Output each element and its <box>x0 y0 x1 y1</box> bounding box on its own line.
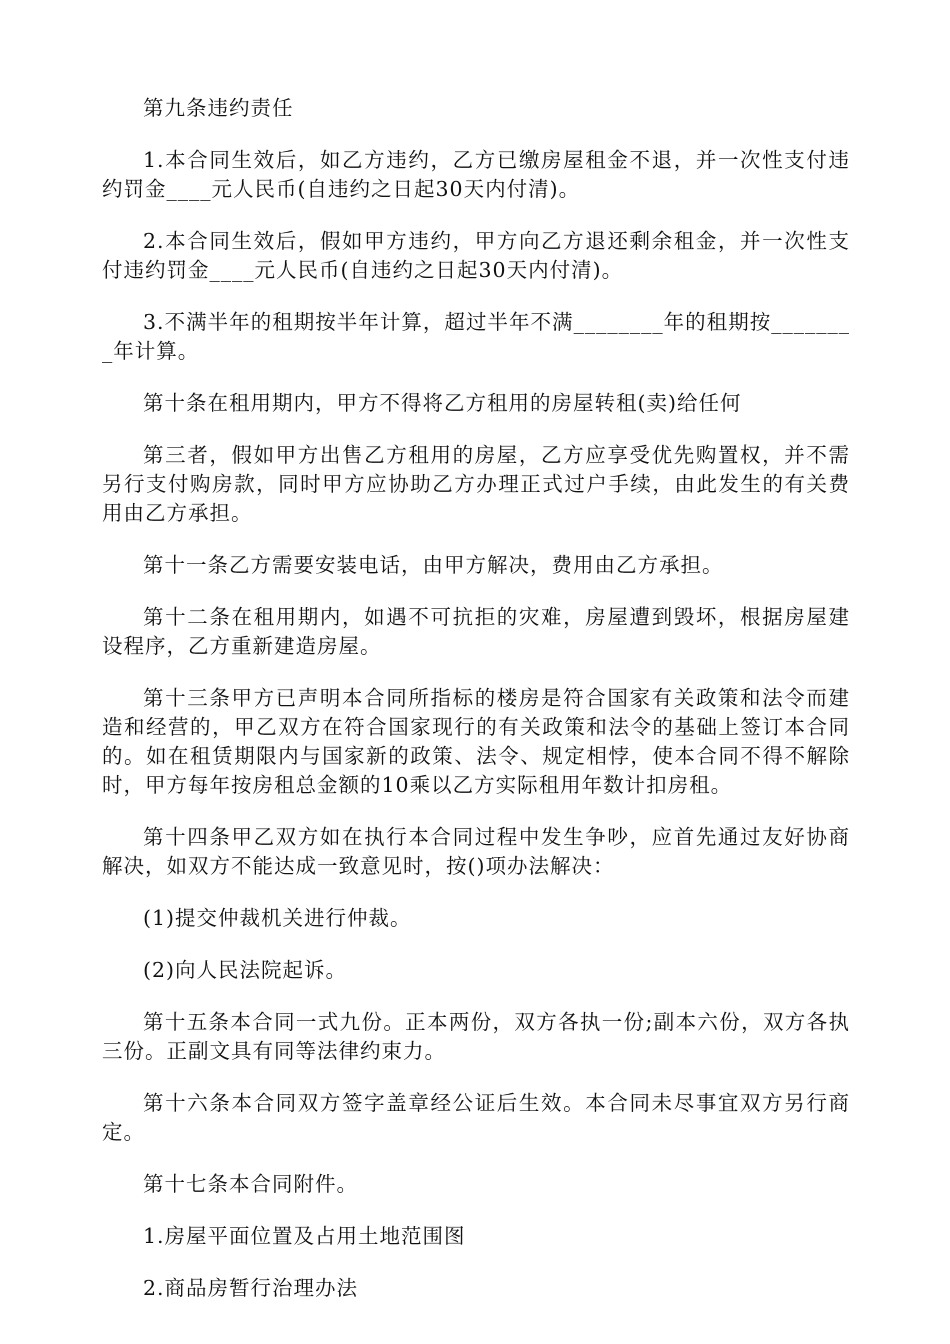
paragraph-attachment-1: 1.房屋平面位置及占用土地范围图 <box>143 1224 466 1248</box>
paragraph-article-13: 第十三条甲方已声明本合同所指标的楼房是符合国家有关政策和法令而建造和经营的，甲乙双方在符合国家现行的有关政策和法令的基础上签订本合同的。如在租赁期限内与国家新的政策、法令、规定相悖，使本合同不得不解除时，甲方每年按房租总金额的10乘以乙方实际租用年数计扣房租。 <box>102 686 850 797</box>
paragraph-article-9-item-2: 2.本合同生效后，假如甲方违约，甲方向乙方退还剩余租金，并一次性支付违约罚金____元人民币(自违约之日起30天内付清)。 <box>102 229 850 282</box>
document-body <box>102 94 850 1326</box>
paragraph-article-10: 第十条在租用期内，甲方不得将乙方租用的房屋转租(卖)给任何 <box>143 391 742 415</box>
paragraph-attachment-2: 2.商品房暂行治理办法 <box>143 1276 359 1300</box>
paragraph-article-10-continued: 第三者，假如甲方出售乙方租用的房屋，乙方应享受优先购置权，并不需另行支付购房款，同时甲方应协助乙方办理正式过户手续，由此发生的有关费用由乙方承担。 <box>102 443 850 525</box>
paragraph-article-9-title: 第九条违约责任 <box>143 96 294 120</box>
paragraph-article-11: 第十一条乙方需要安装电话，由甲方解决，费用由乙方承担。 <box>143 553 724 577</box>
paragraph-article-12: 第十二条在租用期内，如遇不可抗拒的灾难，房屋遭到毁坏，根据房屋建设程序，乙方重新建造房屋。 <box>102 605 850 658</box>
paragraph-article-9-item-3: 3.不满半年的租期按半年计算，超过半年不满________年的租期按________年计算。 <box>102 310 850 363</box>
paragraph-article-16: 第十六条本合同双方签字盖章经公证后生效。本合同未尽事宜双方另行商定。 <box>102 1091 850 1144</box>
paragraph-article-17: 第十七条本合同附件。 <box>143 1172 358 1196</box>
paragraph-article-9-item-1: 1.本合同生效后，如乙方违约，乙方已缴房屋租金不退，并一次性支付违约罚金____元人民币(自违约之日起30天内付清)。 <box>102 148 850 201</box>
paragraph-article-14: 第十四条甲乙双方如在执行本合同过程中发生争吵，应首先通过友好协商解决，如双方不能达成一致意见时，按()项办法解决： <box>102 825 850 878</box>
paragraph-article-14-option-2: (2)向人民法院起诉。 <box>143 958 348 982</box>
paragraph-article-15: 第十五条本合同一式九份。正本两份，双方各执一份;副本六份，双方各执三份。正副文具有同等法律约束力。 <box>102 1010 850 1063</box>
paragraph-article-14-option-1: (1)提交仲裁机关进行仲裁。 <box>143 906 412 930</box>
